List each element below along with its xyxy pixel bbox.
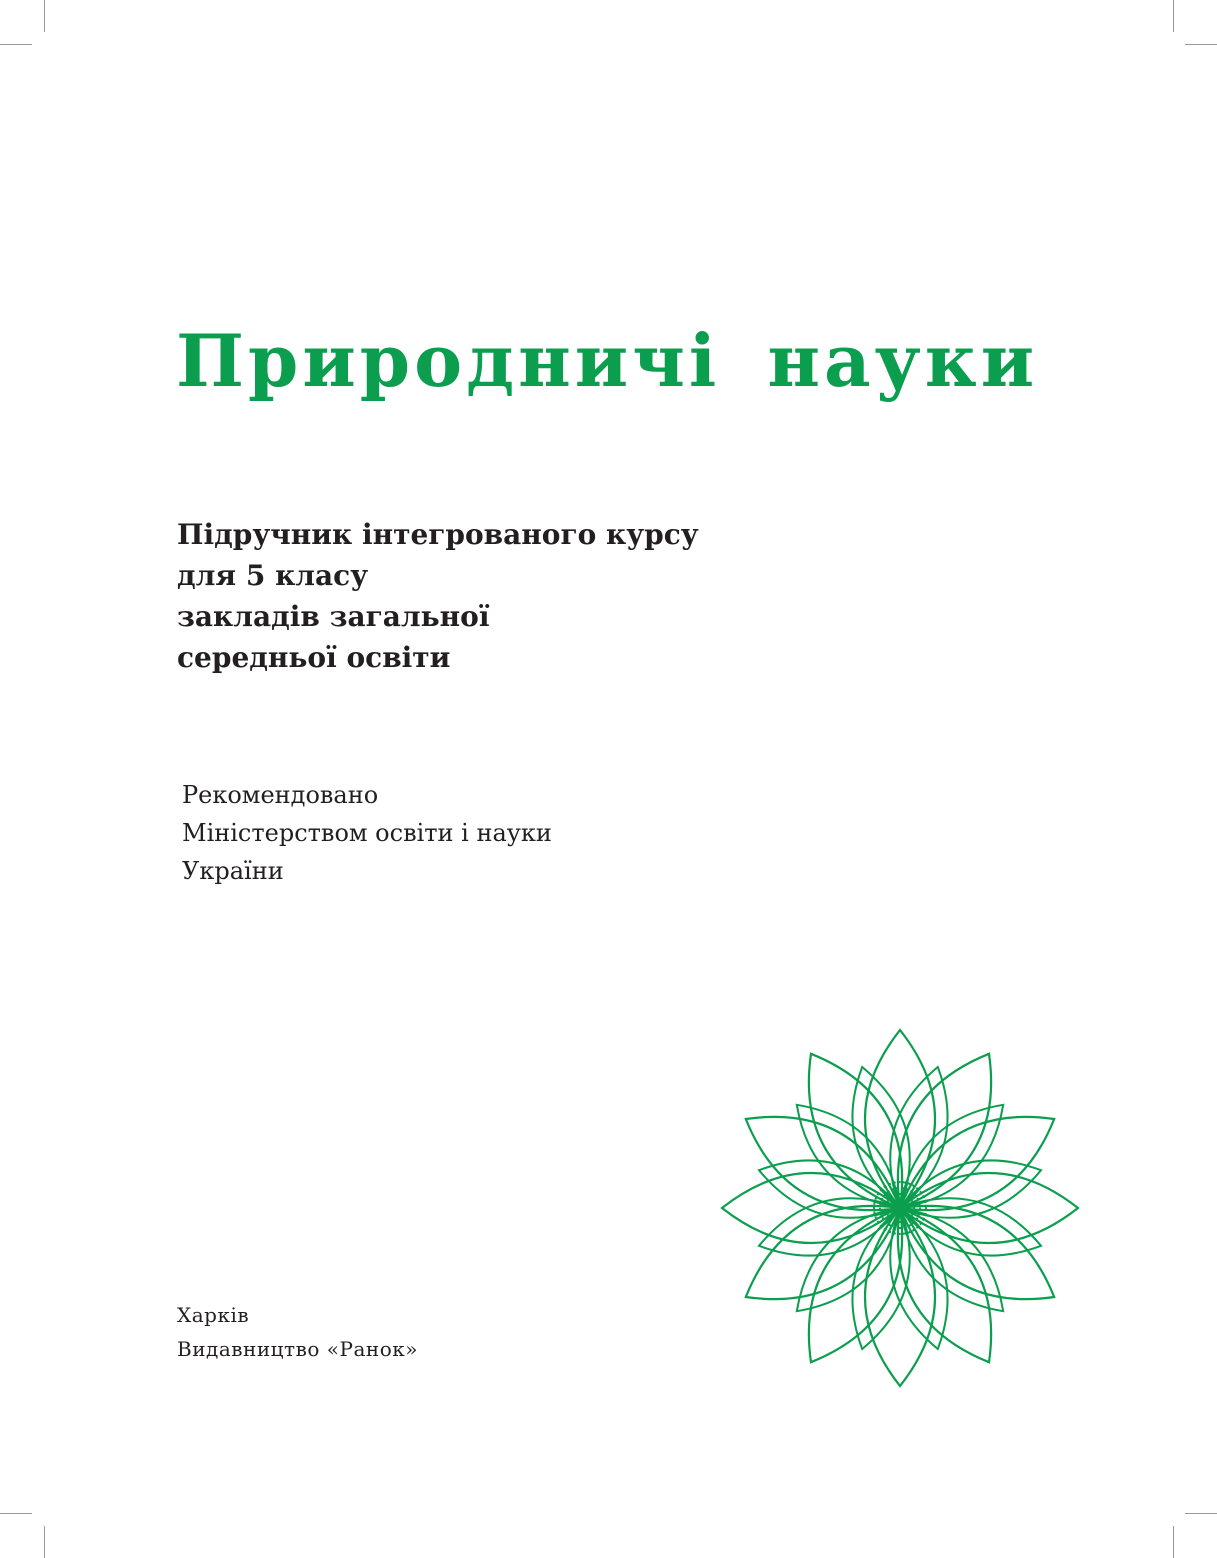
crop-mark-bottom-right xyxy=(1185,1513,1217,1514)
publisher-imprint xyxy=(177,1298,418,1366)
crop-mark-top-left xyxy=(0,44,32,45)
recommendation-line: України xyxy=(182,857,284,885)
imprint-publisher: Видавництво «Ранок» xyxy=(177,1337,418,1361)
recommendation-line: Рекомендовано xyxy=(182,781,379,809)
ministry-recommendation xyxy=(182,776,552,890)
crop-mark-bottom-left xyxy=(44,1526,45,1558)
subtitle-line: закладів загальної xyxy=(177,600,490,633)
crop-mark-top-right xyxy=(1173,0,1174,32)
crop-mark-top-right xyxy=(1185,44,1217,45)
rosette-ornament-icon xyxy=(718,1026,1082,1390)
crop-mark-bottom-left xyxy=(0,1513,32,1514)
subtitle-line: Підручник інтегрованого курсу xyxy=(177,518,699,551)
imprint-city: Харків xyxy=(177,1303,250,1327)
recommendation-line: Міністерством освіти і науки xyxy=(182,819,552,847)
subtitle-line: для 5 класу xyxy=(177,559,369,592)
crop-mark-bottom-right xyxy=(1173,1526,1174,1558)
book-title: Природничі науки xyxy=(176,318,1039,403)
subtitle-line: середньої освіти xyxy=(177,641,451,674)
crop-mark-top-left xyxy=(44,0,45,32)
book-subtitle xyxy=(177,514,699,678)
